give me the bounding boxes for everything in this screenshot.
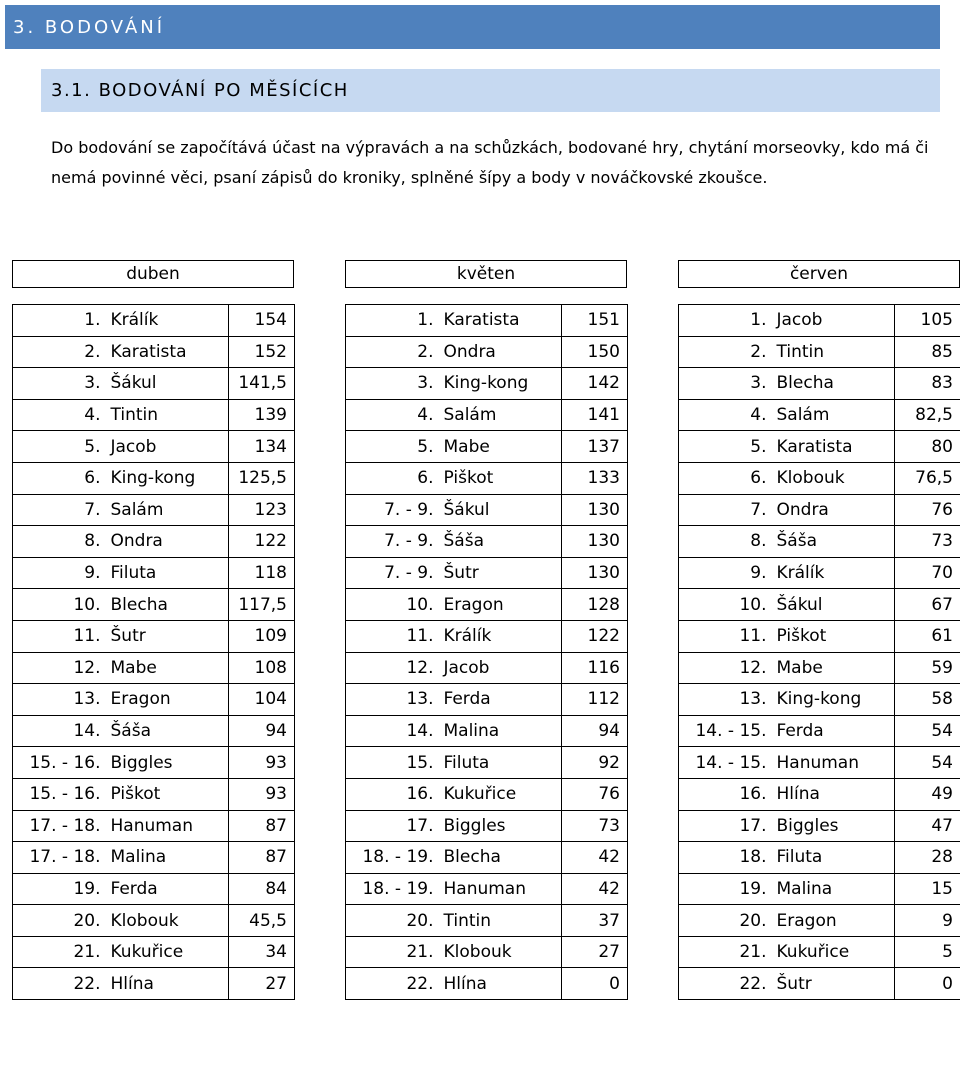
rank-cell: 9. xyxy=(679,557,771,589)
rank-cell: 17. - 18. xyxy=(13,810,105,842)
rank-cell: 7. xyxy=(13,494,105,526)
points-cell: 94 xyxy=(562,715,628,747)
table-row xyxy=(346,462,628,494)
table-row xyxy=(346,620,628,652)
points-cell: 116 xyxy=(562,652,628,684)
name-cell: King-kong xyxy=(105,462,229,494)
name-cell: Mabe xyxy=(105,652,229,684)
rank-cell: 19. xyxy=(679,873,771,905)
name-cell: Biggles xyxy=(438,810,562,842)
rank-cell: 9. xyxy=(13,557,105,589)
points-cell: 42 xyxy=(562,842,628,874)
rank-cell: 11. xyxy=(13,620,105,652)
rank-cell: 13. xyxy=(13,684,105,716)
rank-cell: 10. xyxy=(346,589,438,621)
table-row xyxy=(13,526,295,558)
table-row xyxy=(13,873,295,905)
name-cell: Tintin xyxy=(438,905,562,937)
table-row xyxy=(13,810,295,842)
points-cell: 9 xyxy=(895,905,960,937)
points-cell: 85 xyxy=(895,336,960,368)
points-cell: 130 xyxy=(562,494,628,526)
table-row xyxy=(679,494,960,526)
table-row xyxy=(13,684,295,716)
rank-cell: 5. xyxy=(13,431,105,463)
rank-cell: 17. xyxy=(679,810,771,842)
table-row xyxy=(346,305,628,337)
name-cell: Eragon xyxy=(771,905,895,937)
table-row xyxy=(679,368,960,400)
rank-cell: 2. xyxy=(346,336,438,368)
month-header-june: červen xyxy=(678,260,960,288)
name-cell: Králík xyxy=(105,305,229,337)
points-cell: 112 xyxy=(562,684,628,716)
points-cell: 15 xyxy=(895,873,960,905)
ranking-table-may xyxy=(345,304,628,1000)
rank-cell: 21. xyxy=(13,936,105,968)
table-row xyxy=(679,557,960,589)
name-cell: Piškot xyxy=(105,778,229,810)
rank-cell: 19. xyxy=(13,873,105,905)
table-row xyxy=(346,747,628,779)
rank-cell: 16. xyxy=(679,778,771,810)
table-row xyxy=(679,842,960,874)
table-row xyxy=(679,589,960,621)
name-cell: Blecha xyxy=(105,589,229,621)
table-row xyxy=(679,778,960,810)
table-row xyxy=(346,526,628,558)
name-cell: Hanuman xyxy=(771,747,895,779)
name-cell: Tintin xyxy=(105,399,229,431)
points-cell: 139 xyxy=(229,399,295,431)
table-row xyxy=(13,431,295,463)
name-cell: Hanuman xyxy=(105,810,229,842)
points-cell: 105 xyxy=(895,305,960,337)
rank-cell: 20. xyxy=(679,905,771,937)
rank-cell: 13. xyxy=(679,684,771,716)
table-row xyxy=(679,462,960,494)
rank-cell: 3. xyxy=(13,368,105,400)
table-row xyxy=(13,652,295,684)
points-cell: 67 xyxy=(895,589,960,621)
points-cell: 0 xyxy=(895,968,960,1000)
rank-cell: 4. xyxy=(13,399,105,431)
name-cell: Karatista xyxy=(771,431,895,463)
intro-paragraph: Do bodování se započítává účast na výpravách a na schůzkách, bodované hry, chytání morseovky, kdo má či nemá povinné věci, psaní zápisů do kroniky, splněné šípy a body v nováčkovské zkoušce. xyxy=(51,138,929,187)
name-cell: Biggles xyxy=(105,747,229,779)
rank-cell: 10. xyxy=(13,589,105,621)
points-cell: 154 xyxy=(229,305,295,337)
table-row xyxy=(679,305,960,337)
rank-cell: 22. xyxy=(679,968,771,1000)
points-cell: 84 xyxy=(229,873,295,905)
table-row xyxy=(346,968,628,1000)
rank-cell: 21. xyxy=(679,936,771,968)
table-row xyxy=(679,684,960,716)
rank-cell: 5. xyxy=(346,431,438,463)
name-cell: Klobouk xyxy=(105,905,229,937)
rank-cell: 7. - 9. xyxy=(346,494,438,526)
table-row xyxy=(679,431,960,463)
name-cell: Ondra xyxy=(105,526,229,558)
name-cell: Tintin xyxy=(771,336,895,368)
table-row xyxy=(13,305,295,337)
name-cell: Kukuřice xyxy=(105,936,229,968)
table-row xyxy=(13,936,295,968)
table-row xyxy=(13,494,295,526)
points-cell: 27 xyxy=(562,936,628,968)
name-cell: Ondra xyxy=(438,336,562,368)
table-row xyxy=(679,652,960,684)
month-header-april: duben xyxy=(12,260,294,288)
points-cell: 151 xyxy=(562,305,628,337)
name-cell: Jacob xyxy=(771,305,895,337)
rank-cell: 6. xyxy=(346,462,438,494)
rank-cell: 1. xyxy=(13,305,105,337)
table-row xyxy=(13,905,295,937)
rank-cell: 22. xyxy=(346,968,438,1000)
rank-cell: 20. xyxy=(346,905,438,937)
points-cell: 122 xyxy=(229,526,295,558)
table-row xyxy=(679,747,960,779)
table-row xyxy=(346,810,628,842)
name-cell: Eragon xyxy=(438,589,562,621)
name-cell: Salám xyxy=(438,399,562,431)
name-cell: Ferda xyxy=(438,684,562,716)
table-row xyxy=(679,526,960,558)
section-heading: 3. BODOVÁNÍ xyxy=(5,5,940,49)
table-row xyxy=(346,936,628,968)
points-cell: 150 xyxy=(562,336,628,368)
rank-cell: 4. xyxy=(679,399,771,431)
table-row xyxy=(346,368,628,400)
points-cell: 118 xyxy=(229,557,295,589)
name-cell: Klobouk xyxy=(438,936,562,968)
table-row xyxy=(346,399,628,431)
name-cell: Filuta xyxy=(105,557,229,589)
table-row xyxy=(346,715,628,747)
points-cell: 142 xyxy=(562,368,628,400)
rank-cell: 6. xyxy=(13,462,105,494)
table-row xyxy=(679,968,960,1000)
table-row xyxy=(346,652,628,684)
name-cell: Biggles xyxy=(771,810,895,842)
points-cell: 93 xyxy=(229,778,295,810)
table-row xyxy=(346,778,628,810)
points-cell: 128 xyxy=(562,589,628,621)
rank-cell: 17. xyxy=(346,810,438,842)
points-cell: 73 xyxy=(895,526,960,558)
rank-cell: 1. xyxy=(679,305,771,337)
rank-cell: 14. - 15. xyxy=(679,747,771,779)
name-cell: Jacob xyxy=(105,431,229,463)
name-cell: Blecha xyxy=(438,842,562,874)
points-cell: 42 xyxy=(562,873,628,905)
points-cell: 45,5 xyxy=(229,905,295,937)
points-cell: 122 xyxy=(562,620,628,652)
points-cell: 73 xyxy=(562,810,628,842)
rank-cell: 10. xyxy=(679,589,771,621)
name-cell: Ondra xyxy=(771,494,895,526)
table-row xyxy=(346,873,628,905)
points-cell: 76,5 xyxy=(895,462,960,494)
rank-cell: 12. xyxy=(679,652,771,684)
rank-cell: 7. xyxy=(679,494,771,526)
points-cell: 133 xyxy=(562,462,628,494)
points-cell: 54 xyxy=(895,747,960,779)
name-cell: Piškot xyxy=(771,620,895,652)
points-cell: 141 xyxy=(562,399,628,431)
points-cell: 37 xyxy=(562,905,628,937)
name-cell: Králík xyxy=(438,620,562,652)
points-cell: 76 xyxy=(562,778,628,810)
name-cell: Kukuřice xyxy=(438,778,562,810)
name-cell: Klobouk xyxy=(771,462,895,494)
points-cell: 80 xyxy=(895,431,960,463)
table-row xyxy=(679,936,960,968)
table-row xyxy=(13,462,295,494)
name-cell: Malina xyxy=(771,873,895,905)
name-cell: Mabe xyxy=(771,652,895,684)
points-cell: 109 xyxy=(229,620,295,652)
name-cell: Ferda xyxy=(771,715,895,747)
points-cell: 125,5 xyxy=(229,462,295,494)
points-cell: 70 xyxy=(895,557,960,589)
rank-cell: 7. - 9. xyxy=(346,557,438,589)
rank-cell: 8. xyxy=(13,526,105,558)
points-cell: 76 xyxy=(895,494,960,526)
name-cell: Karatista xyxy=(438,305,562,337)
ranking-table-april xyxy=(12,304,295,1000)
rank-cell: 15. xyxy=(346,747,438,779)
name-cell: King-kong xyxy=(771,684,895,716)
points-cell: 58 xyxy=(895,684,960,716)
name-cell: Eragon xyxy=(105,684,229,716)
rank-cell: 6. xyxy=(679,462,771,494)
rank-cell: 18. - 19. xyxy=(346,873,438,905)
rank-cell: 16. xyxy=(346,778,438,810)
table-row xyxy=(13,620,295,652)
points-cell: 83 xyxy=(895,368,960,400)
points-cell: 49 xyxy=(895,778,960,810)
name-cell: Piškot xyxy=(438,462,562,494)
points-cell: 104 xyxy=(229,684,295,716)
name-cell: Šutr xyxy=(771,968,895,1000)
name-cell: Karatista xyxy=(105,336,229,368)
table-row xyxy=(679,399,960,431)
name-cell: Šáša xyxy=(771,526,895,558)
name-cell: Hlína xyxy=(771,778,895,810)
points-cell: 152 xyxy=(229,336,295,368)
table-row xyxy=(13,336,295,368)
rank-cell: 3. xyxy=(346,368,438,400)
name-cell: Hlína xyxy=(438,968,562,1000)
points-cell: 94 xyxy=(229,715,295,747)
rank-cell: 15. - 16. xyxy=(13,778,105,810)
name-cell: Filuta xyxy=(771,842,895,874)
points-cell: 87 xyxy=(229,842,295,874)
name-cell: Salám xyxy=(105,494,229,526)
table-row xyxy=(13,715,295,747)
rank-cell: 7. - 9. xyxy=(346,526,438,558)
points-cell: 28 xyxy=(895,842,960,874)
table-row xyxy=(679,873,960,905)
name-cell: King-kong xyxy=(438,368,562,400)
name-cell: Malina xyxy=(105,842,229,874)
rank-cell: 2. xyxy=(679,336,771,368)
name-cell: Hlína xyxy=(105,968,229,1000)
table-row xyxy=(13,747,295,779)
table-row xyxy=(13,399,295,431)
rank-cell: 17. - 18. xyxy=(13,842,105,874)
points-cell: 117,5 xyxy=(229,589,295,621)
rank-cell: 15. - 16. xyxy=(13,747,105,779)
table-row xyxy=(679,810,960,842)
table-row xyxy=(13,778,295,810)
name-cell: Kukuřice xyxy=(771,936,895,968)
points-cell: 82,5 xyxy=(895,399,960,431)
table-row xyxy=(679,905,960,937)
table-row xyxy=(346,494,628,526)
rank-cell: 2. xyxy=(13,336,105,368)
rank-cell: 12. xyxy=(346,652,438,684)
table-row xyxy=(346,336,628,368)
points-cell: 130 xyxy=(562,526,628,558)
table-row xyxy=(679,620,960,652)
rank-cell: 12. xyxy=(13,652,105,684)
table-row xyxy=(13,589,295,621)
rank-cell: 8. xyxy=(679,526,771,558)
points-cell: 141,5 xyxy=(229,368,295,400)
name-cell: Šáša xyxy=(105,715,229,747)
points-cell: 93 xyxy=(229,747,295,779)
name-cell: Ferda xyxy=(105,873,229,905)
rank-cell: 21. xyxy=(346,936,438,968)
rank-cell: 11. xyxy=(346,620,438,652)
rank-cell: 20. xyxy=(13,905,105,937)
points-cell: 59 xyxy=(895,652,960,684)
month-header-may: květen xyxy=(345,260,627,288)
points-cell: 27 xyxy=(229,968,295,1000)
points-cell: 137 xyxy=(562,431,628,463)
points-cell: 0 xyxy=(562,968,628,1000)
rank-cell: 18. - 19. xyxy=(346,842,438,874)
name-cell: Šutr xyxy=(105,620,229,652)
rank-cell: 3. xyxy=(679,368,771,400)
points-cell: 54 xyxy=(895,715,960,747)
name-cell: Mabe xyxy=(438,431,562,463)
points-cell: 123 xyxy=(229,494,295,526)
points-cell: 34 xyxy=(229,936,295,968)
rank-cell: 13. xyxy=(346,684,438,716)
table-row xyxy=(13,968,295,1000)
rank-cell: 11. xyxy=(679,620,771,652)
points-cell: 134 xyxy=(229,431,295,463)
name-cell: Filuta xyxy=(438,747,562,779)
points-cell: 92 xyxy=(562,747,628,779)
rank-cell: 1. xyxy=(346,305,438,337)
name-cell: Šáša xyxy=(438,526,562,558)
name-cell: Šákul xyxy=(771,589,895,621)
name-cell: Králík xyxy=(771,557,895,589)
table-row xyxy=(346,431,628,463)
name-cell: Šákul xyxy=(438,494,562,526)
ranking-table-june xyxy=(678,304,960,1000)
table-row xyxy=(346,589,628,621)
table-row xyxy=(346,842,628,874)
points-cell: 5 xyxy=(895,936,960,968)
rank-cell: 14. xyxy=(346,715,438,747)
points-cell: 130 xyxy=(562,557,628,589)
table-row xyxy=(346,684,628,716)
name-cell: Hanuman xyxy=(438,873,562,905)
points-cell: 87 xyxy=(229,810,295,842)
table-row xyxy=(346,557,628,589)
table-row xyxy=(13,557,295,589)
table-row xyxy=(679,336,960,368)
rank-cell: 4. xyxy=(346,399,438,431)
rank-cell: 18. xyxy=(679,842,771,874)
points-cell: 47 xyxy=(895,810,960,842)
table-row xyxy=(13,842,295,874)
name-cell: Salám xyxy=(771,399,895,431)
rank-cell: 14. - 15. xyxy=(679,715,771,747)
name-cell: Šákul xyxy=(105,368,229,400)
name-cell: Blecha xyxy=(771,368,895,400)
rank-cell: 5. xyxy=(679,431,771,463)
points-cell: 61 xyxy=(895,620,960,652)
table-row xyxy=(679,715,960,747)
subsection-heading: 3.1. BODOVÁNÍ PO MĚSÍCÍCH xyxy=(41,69,940,112)
rank-cell: 14. xyxy=(13,715,105,747)
points-cell: 108 xyxy=(229,652,295,684)
table-row xyxy=(346,905,628,937)
rank-cell: 22. xyxy=(13,968,105,1000)
table-row xyxy=(13,368,295,400)
name-cell: Šutr xyxy=(438,557,562,589)
name-cell: Jacob xyxy=(438,652,562,684)
name-cell: Malina xyxy=(438,715,562,747)
